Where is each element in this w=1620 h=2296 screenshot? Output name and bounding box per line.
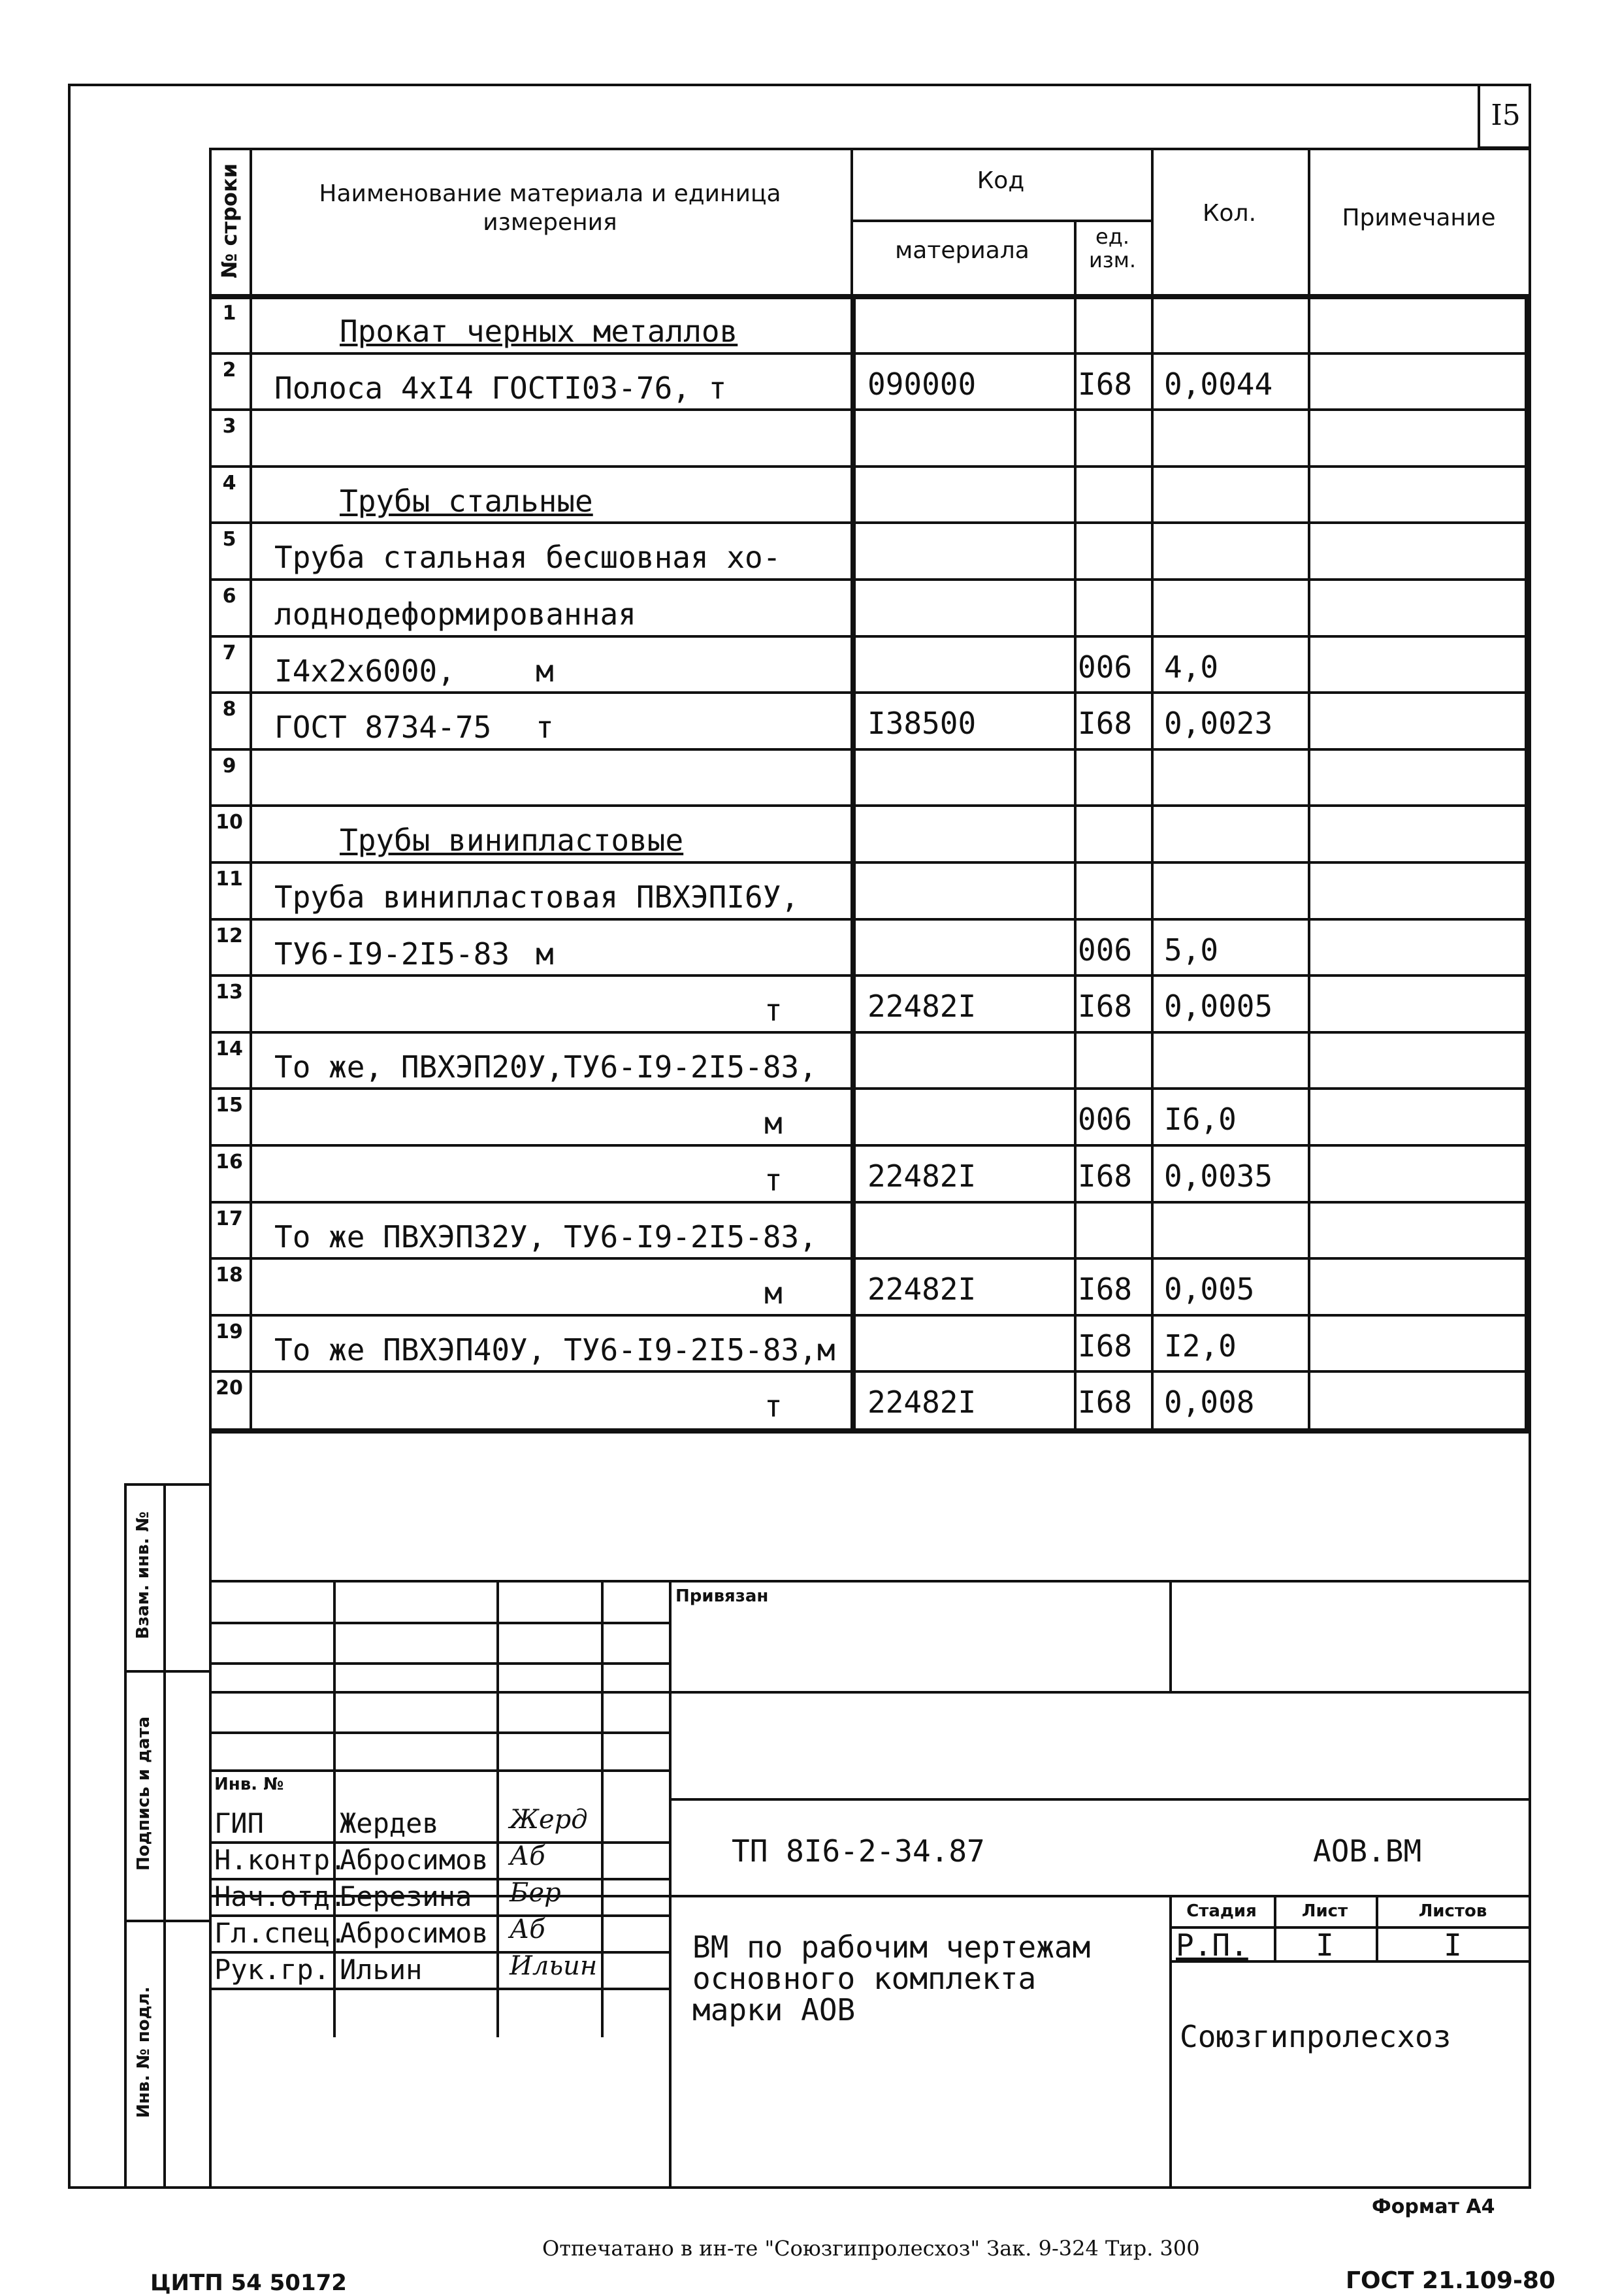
- row-material-code: I38500: [867, 706, 977, 742]
- table-row: [209, 410, 1531, 467]
- row-name: То же ПВХЭП32У, ТУ6-I9-2I5-83,: [274, 1219, 817, 1255]
- row-unit-label: т: [764, 1388, 783, 1424]
- signer-signature: Аб: [510, 1841, 545, 1871]
- row-quantity: 0,008: [1164, 1385, 1255, 1420]
- row-name: Труба стальная бесшовная хо-: [274, 540, 781, 576]
- table-row: [209, 1032, 1531, 1089]
- row-number: 3: [222, 415, 236, 438]
- doc-mark: АОВ.ВМ: [1313, 1833, 1422, 1869]
- side-label-inv: Инв. № подл.: [134, 1986, 154, 2118]
- signer-name: Жердев: [340, 1807, 439, 1839]
- table-row: [209, 862, 1531, 919]
- stamp-left-border: [209, 1431, 212, 2189]
- stage-label: Стадия: [1186, 1901, 1257, 1921]
- row-unit-code: 006: [1078, 649, 1133, 685]
- stamp-line-c: [209, 1691, 1531, 1694]
- row-name: ТУ6-I9-2I5-83: [274, 936, 510, 972]
- header-note: Примечание: [1342, 205, 1496, 231]
- privyazan-label: Привязан: [675, 1586, 769, 1606]
- row-unit-code: I68: [1078, 1158, 1133, 1194]
- row-unit-label: т: [764, 992, 783, 1028]
- row-number: 16: [216, 1151, 243, 1173]
- stamp-col-2: [496, 1580, 499, 2037]
- header-row-no: № строки: [217, 163, 242, 279]
- side-strip-mid: [163, 1483, 166, 2189]
- signer-role: Рук.гр.: [214, 1954, 331, 1986]
- row-name: ГОСТ 8734-75: [274, 710, 492, 746]
- sheet-value: I: [1316, 1927, 1334, 1963]
- header-code-unit-2: изм.: [1088, 248, 1137, 272]
- stamp-line-d: [209, 1731, 669, 1734]
- row-material-code: 090000: [867, 366, 977, 402]
- table-row: [209, 1315, 1531, 1372]
- row-unit-code: I68: [1078, 1385, 1133, 1420]
- header-name: Наименование материала и единица измерения: [319, 180, 781, 236]
- row-unit-code: I68: [1078, 706, 1133, 742]
- header-qty: Кол.: [1202, 200, 1257, 227]
- doc-title-line-3: марки АОВ: [692, 1992, 856, 2027]
- side-label-vzam: Взам. инв. №: [133, 1511, 153, 1639]
- row-unit-label: м: [536, 936, 554, 972]
- side-strip-left: [124, 1483, 127, 2189]
- row-unit-code: I68: [1078, 1328, 1133, 1364]
- signer-name: Абросимов: [340, 1917, 489, 1949]
- row-number: 7: [222, 641, 236, 664]
- row-unit-label: т: [536, 710, 554, 746]
- row-quantity: 0,0023: [1164, 706, 1273, 742]
- doc-code: ТП 8I6-2-34.87: [732, 1833, 985, 1869]
- row-material-code: 22482I: [867, 1385, 977, 1420]
- row-name: лоднодеформированная: [274, 597, 636, 632]
- signer-role: Нач.отд.: [214, 1880, 347, 1912]
- table-row: [209, 636, 1531, 693]
- body-bottom-border: [209, 1428, 1531, 1434]
- row-quantity: 0,0005: [1164, 989, 1273, 1025]
- sheets-label: Листов: [1418, 1901, 1487, 1921]
- signer-role: ГИП: [214, 1807, 264, 1839]
- table-row: [209, 919, 1531, 976]
- row-number: 9: [222, 754, 236, 778]
- row-name: Труба винипластовая ПВХЭПI6У,: [274, 879, 800, 915]
- stamp-col-5: [1169, 1580, 1172, 1691]
- stamp-top-line: [209, 1580, 1531, 1583]
- table-row: [209, 749, 1531, 806]
- header-code-unit: [1074, 225, 1151, 272]
- row-name: I4х2х6000,: [274, 653, 455, 689]
- row-quantity: 0,0035: [1164, 1158, 1273, 1194]
- signer-name: Абросимов: [340, 1844, 489, 1876]
- stamp-line-a: [209, 1622, 669, 1624]
- row-number: 10: [216, 811, 243, 834]
- table-row: [209, 1371, 1531, 1428]
- row-unit-label: м: [536, 653, 554, 689]
- row-number: 4: [222, 471, 236, 495]
- row-quantity: 5,0: [1164, 932, 1219, 968]
- page-number: I5: [1478, 84, 1531, 149]
- table-row: [209, 1145, 1531, 1202]
- row-number: 19: [216, 1320, 243, 1343]
- table-row: [209, 467, 1531, 523]
- row-name: То же, ПВХЭП20У,ТУ6-I9-2I5-83,: [274, 1049, 817, 1085]
- row-number: 20: [216, 1377, 243, 1400]
- row-number: 18: [216, 1264, 243, 1287]
- header-code: Код: [977, 167, 1025, 194]
- row-number: 8: [222, 698, 236, 721]
- row-material-code: 22482I: [867, 1158, 977, 1194]
- row-quantity: I6,0: [1164, 1102, 1237, 1138]
- row-unit-code: I68: [1078, 1271, 1133, 1307]
- signer-signature: Жерд: [510, 1805, 588, 1835]
- header-code-material: материала: [895, 237, 1029, 264]
- row-unit-code: 006: [1078, 1102, 1133, 1138]
- signer-name: Ильин: [340, 1954, 423, 1986]
- row-unit-code: I68: [1078, 989, 1133, 1025]
- stamp-line-f: [669, 1798, 1531, 1801]
- row-name: То же ПВХЭП40У, ТУ6-I9-2I5-83,м: [274, 1332, 835, 1368]
- code-split-line: [850, 220, 1151, 222]
- stage-value: Р.П.: [1176, 1927, 1248, 1963]
- side-strip-sep-1: [124, 1670, 209, 1673]
- row-number: 14: [216, 1037, 243, 1060]
- stamp-col-1: [333, 1580, 336, 2037]
- table-row: [209, 1089, 1531, 1145]
- signer-signature: Аб: [510, 1914, 545, 1944]
- row-name: Трубы стальные: [340, 483, 593, 519]
- row-number: 5: [222, 528, 236, 551]
- signer-role: Гл.спец.: [214, 1917, 347, 1949]
- row-number: 6: [222, 585, 236, 608]
- signer-signature: Бер: [510, 1878, 561, 1908]
- stamp-line-e: [209, 1769, 669, 1772]
- doc-title: [692, 1931, 1090, 2025]
- stamp-col-6: [1169, 1895, 1172, 2189]
- row-name: Полоса 4хI4 ГОСТI03-76, т: [274, 370, 727, 406]
- row-unit-code: 006: [1078, 932, 1133, 968]
- row-number: 13: [216, 981, 243, 1004]
- signer-name: Березина: [340, 1880, 472, 1912]
- doc-title-line-1: ВМ по рабочим чертежам: [692, 1929, 1091, 1965]
- row-number: 17: [216, 1207, 243, 1230]
- row-number: 2: [222, 358, 236, 382]
- table-row: [209, 353, 1531, 410]
- table-row: [209, 1202, 1531, 1259]
- row-quantity: 4,0: [1164, 649, 1219, 685]
- table-row: [209, 1258, 1531, 1315]
- table-row: [209, 580, 1531, 636]
- row-quantity: 0,005: [1164, 1271, 1255, 1307]
- row-number: 1: [222, 302, 236, 325]
- table-row: [209, 523, 1531, 580]
- table-row: [209, 976, 1531, 1032]
- side-strip-sep-2: [124, 1920, 209, 1922]
- signer-divider: [209, 1988, 669, 1990]
- format-label: Формат А4: [1372, 2195, 1495, 2218]
- row-material-code: 22482I: [867, 989, 977, 1025]
- stamp-col-4: [669, 1580, 672, 2189]
- inv-no-label: Инв. №: [214, 1775, 284, 1794]
- doc-title-line-2: основного комплекта: [692, 1961, 1037, 1996]
- footer-gost: ГОСТ 21.109-80: [1346, 2267, 1556, 2294]
- sheets-value: I: [1444, 1927, 1462, 1963]
- row-number: 15: [216, 1094, 243, 1117]
- table-row: [209, 806, 1531, 862]
- row-quantity: I2,0: [1164, 1328, 1237, 1364]
- table-row: [209, 297, 1531, 353]
- table-row: [209, 693, 1531, 749]
- org-name: Союзгипролесхоз: [1180, 2019, 1451, 2054]
- row-quantity: 0,0044: [1164, 366, 1273, 402]
- stamp-line-b: [209, 1662, 669, 1665]
- footer-left-code: ЦИТП 54 50172: [150, 2270, 347, 2296]
- side-strip-top: [124, 1483, 209, 1486]
- print-note: Отпечатано в ин-те "Союзгипролесхоз" Зак. 9-324 Тир. 300: [542, 2236, 1200, 2261]
- stamp-col-3: [601, 1580, 604, 2037]
- sheet-label: Лист: [1301, 1901, 1348, 1921]
- signer-role: Н.контр.: [214, 1844, 347, 1876]
- header-code-unit-1: ед.: [1095, 224, 1129, 249]
- signer-signature: Ильин: [510, 1951, 598, 1981]
- row-name: Трубы винипластовые: [340, 823, 684, 859]
- row-unit-code: I68: [1078, 366, 1133, 402]
- row-name: Прокат черных металлов: [340, 314, 738, 349]
- row-unit-label: м: [764, 1106, 783, 1141]
- row-unit-label: т: [764, 1162, 783, 1198]
- side-label-podpis: Подпись и дата: [134, 1716, 154, 1871]
- row-material-code: 22482I: [867, 1271, 977, 1307]
- row-unit-label: м: [764, 1275, 783, 1311]
- table-top-border: [209, 148, 1531, 150]
- row-number: 11: [216, 868, 243, 891]
- row-number: 12: [216, 924, 243, 947]
